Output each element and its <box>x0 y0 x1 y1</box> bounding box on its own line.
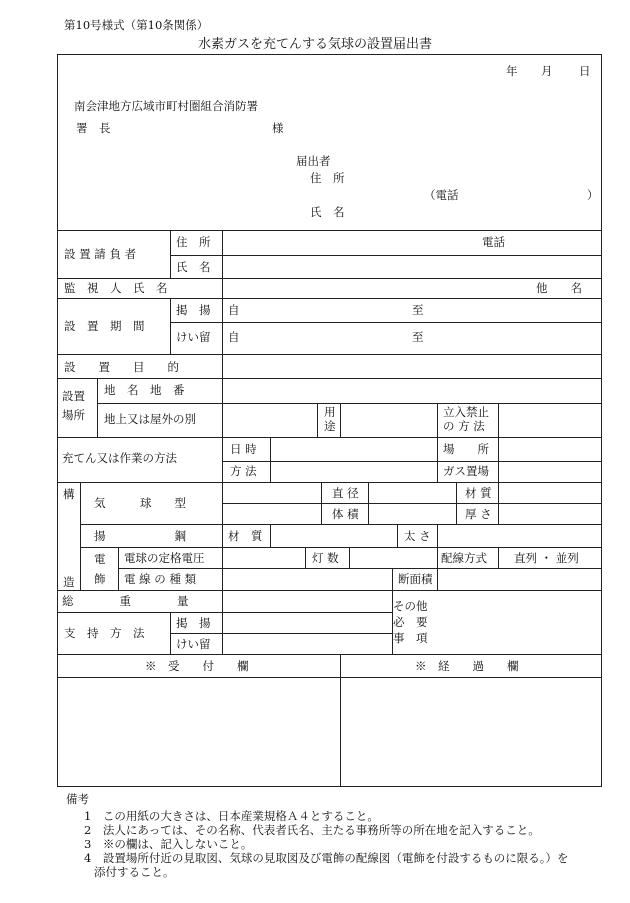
label-others: 他 名 <box>536 281 582 295</box>
form-number: 第10号様式（第10条関係） <box>64 18 209 32</box>
recipient-chief: 署 長 <box>76 121 111 135</box>
label-voltage: 電球の定格電圧 <box>124 551 205 565</box>
applicant-address: 住 所 <box>310 171 345 185</box>
label-phone: 電話 <box>482 235 505 249</box>
rule <box>437 437 438 482</box>
date-day: 日 <box>579 64 591 78</box>
rule <box>437 547 438 568</box>
rule <box>437 568 438 590</box>
rule <box>57 654 602 655</box>
label-period: 設 置 期 間 <box>64 319 145 333</box>
label-no-entry: 立入禁止 <box>443 405 489 419</box>
rule <box>437 403 438 437</box>
note-4: 4 設置場所付近の見取図、気球の見取図及び電飾の配線図（電飾を付設するものに限る。）を <box>84 851 569 865</box>
label-address-text: 住 所 <box>176 235 211 249</box>
rule <box>498 482 499 524</box>
note-1: 1 この用紙の大きさは、日本産業規格Ａ４とすること。 <box>84 809 379 823</box>
label-use: 用 <box>324 405 336 419</box>
rule <box>170 255 602 256</box>
label-place-2: 場所 <box>62 408 85 422</box>
label-total-weight: 総 重 量 <box>62 594 189 608</box>
rule <box>456 482 457 524</box>
label-other-2: 必 要 <box>393 615 428 629</box>
rule <box>170 612 171 654</box>
label-material-2: 材 質 <box>228 529 263 543</box>
rule <box>57 590 602 591</box>
rule <box>270 524 271 547</box>
label-support-moor: けい留 <box>176 637 211 651</box>
label-support: 支 持 方 法 <box>64 626 145 640</box>
rule <box>57 354 602 355</box>
label-from-2: 自 <box>228 330 240 344</box>
rule <box>170 633 392 634</box>
applicant-phone-close: ） <box>587 188 599 202</box>
label-gas-area: ガス置場 <box>443 464 489 478</box>
rule <box>305 547 306 568</box>
label-wiring: 配線方式 <box>441 551 487 565</box>
label-thickness: 厚 さ <box>465 507 492 521</box>
label-progress: ※ 経 過 欄 <box>415 659 519 673</box>
rule <box>57 230 602 231</box>
label-lot: 地 名 地 番 <box>104 383 185 397</box>
rule <box>222 230 223 654</box>
rule <box>170 230 171 278</box>
rule <box>170 298 171 354</box>
label-elec: 電 <box>94 552 106 566</box>
rule <box>317 403 318 437</box>
rule <box>57 378 602 379</box>
label-other-3: 事 項 <box>393 631 428 645</box>
rule <box>57 482 602 483</box>
label-lamps: 灯 数 <box>312 551 339 565</box>
label-diameter: 直 径 <box>332 486 359 500</box>
rule <box>57 437 602 438</box>
rule <box>397 524 398 547</box>
label-elec-2: 飾 <box>94 572 106 586</box>
recipient-honorific: 様 <box>272 121 284 135</box>
rule <box>270 437 271 482</box>
label-structure-2: 造 <box>63 575 75 589</box>
label-place: 設置 <box>62 389 85 403</box>
applicant-name: 氏 名 <box>310 205 345 219</box>
note-2: 2 法人にあっては、その名称、代表者氏名、主たる事務所等の所在地を記入すること。 <box>84 823 540 837</box>
note-3: 3 ※の欄は、記入しないこと。 <box>84 837 253 851</box>
rule <box>321 482 322 524</box>
label-material: 材 質 <box>465 486 492 500</box>
label-moor: けい留 <box>176 330 211 344</box>
rule <box>498 403 499 437</box>
label-other: その他 <box>393 599 428 613</box>
rule <box>498 437 499 482</box>
rule <box>57 298 602 299</box>
label-address <box>176 236 218 249</box>
rule <box>340 403 341 437</box>
rule <box>80 524 602 525</box>
rule <box>340 654 341 787</box>
recipient-org: 南会津地方広域市町村圏組合消防署 <box>74 99 258 113</box>
rule <box>118 568 602 569</box>
rule <box>498 547 499 568</box>
label-from-1: 自 <box>228 303 240 317</box>
label-reception: ※ 受 付 欄 <box>145 659 249 673</box>
note-4-cont: 添付すること。 <box>94 865 175 879</box>
date-month: 月 <box>541 64 553 78</box>
label-balloon-type: 気 球 型 <box>94 496 186 510</box>
label-raise: 掲 揚 <box>176 303 211 317</box>
label-to-2: 至 <box>412 330 424 344</box>
rule <box>170 322 602 323</box>
applicant-label: 届出者 <box>296 154 331 168</box>
rule <box>368 482 369 524</box>
label-method-2: 方 法 <box>230 464 257 478</box>
rule <box>97 378 98 437</box>
rule <box>118 547 119 590</box>
rule <box>437 524 438 547</box>
label-thickness-2: 太 さ <box>404 529 431 543</box>
date-year: 年 <box>506 64 518 78</box>
applicant-phone-open: （電話 <box>424 188 459 202</box>
rule <box>97 403 602 404</box>
label-series: 直列 ・ 並列 <box>514 551 579 565</box>
label-volume: 体 積 <box>332 507 359 521</box>
rule <box>80 482 81 590</box>
label-supervisor: 監 視 人 氏 名 <box>64 281 168 295</box>
notes-heading: 備考 <box>66 792 89 806</box>
label-ground-roof: 地上又は屋外の別 <box>104 412 196 426</box>
label-structure: 構 <box>63 487 75 501</box>
label-purpose: 設 置 目 的 <box>64 360 179 374</box>
label-support-raise: 掲 揚 <box>176 616 211 630</box>
rule <box>349 547 350 568</box>
rule <box>57 278 602 279</box>
label-cross-section: 断面積 <box>398 572 433 586</box>
label-name: 氏 名 <box>176 260 211 274</box>
label-use-2: 途 <box>324 419 336 433</box>
rule <box>57 612 392 613</box>
label-datetime: 日 時 <box>230 442 257 456</box>
label-location: 場 所 <box>443 442 489 456</box>
label-to-1: 至 <box>412 303 424 317</box>
label-wire-type: 電 線 の 種 類 <box>124 572 197 586</box>
label-rope: 揚 鋼 <box>94 529 186 543</box>
form-title: 水素ガスを充てんする気球の設置届出書 <box>197 37 432 52</box>
rule <box>222 461 602 462</box>
label-method: 充てん又は作業の方法 <box>62 451 177 465</box>
label-contractor: 設 置 請 負 者 <box>64 247 137 261</box>
rule <box>80 547 602 548</box>
label-no-entry-2: の 方 法 <box>443 419 485 433</box>
rule <box>222 503 602 504</box>
rule <box>57 677 602 678</box>
